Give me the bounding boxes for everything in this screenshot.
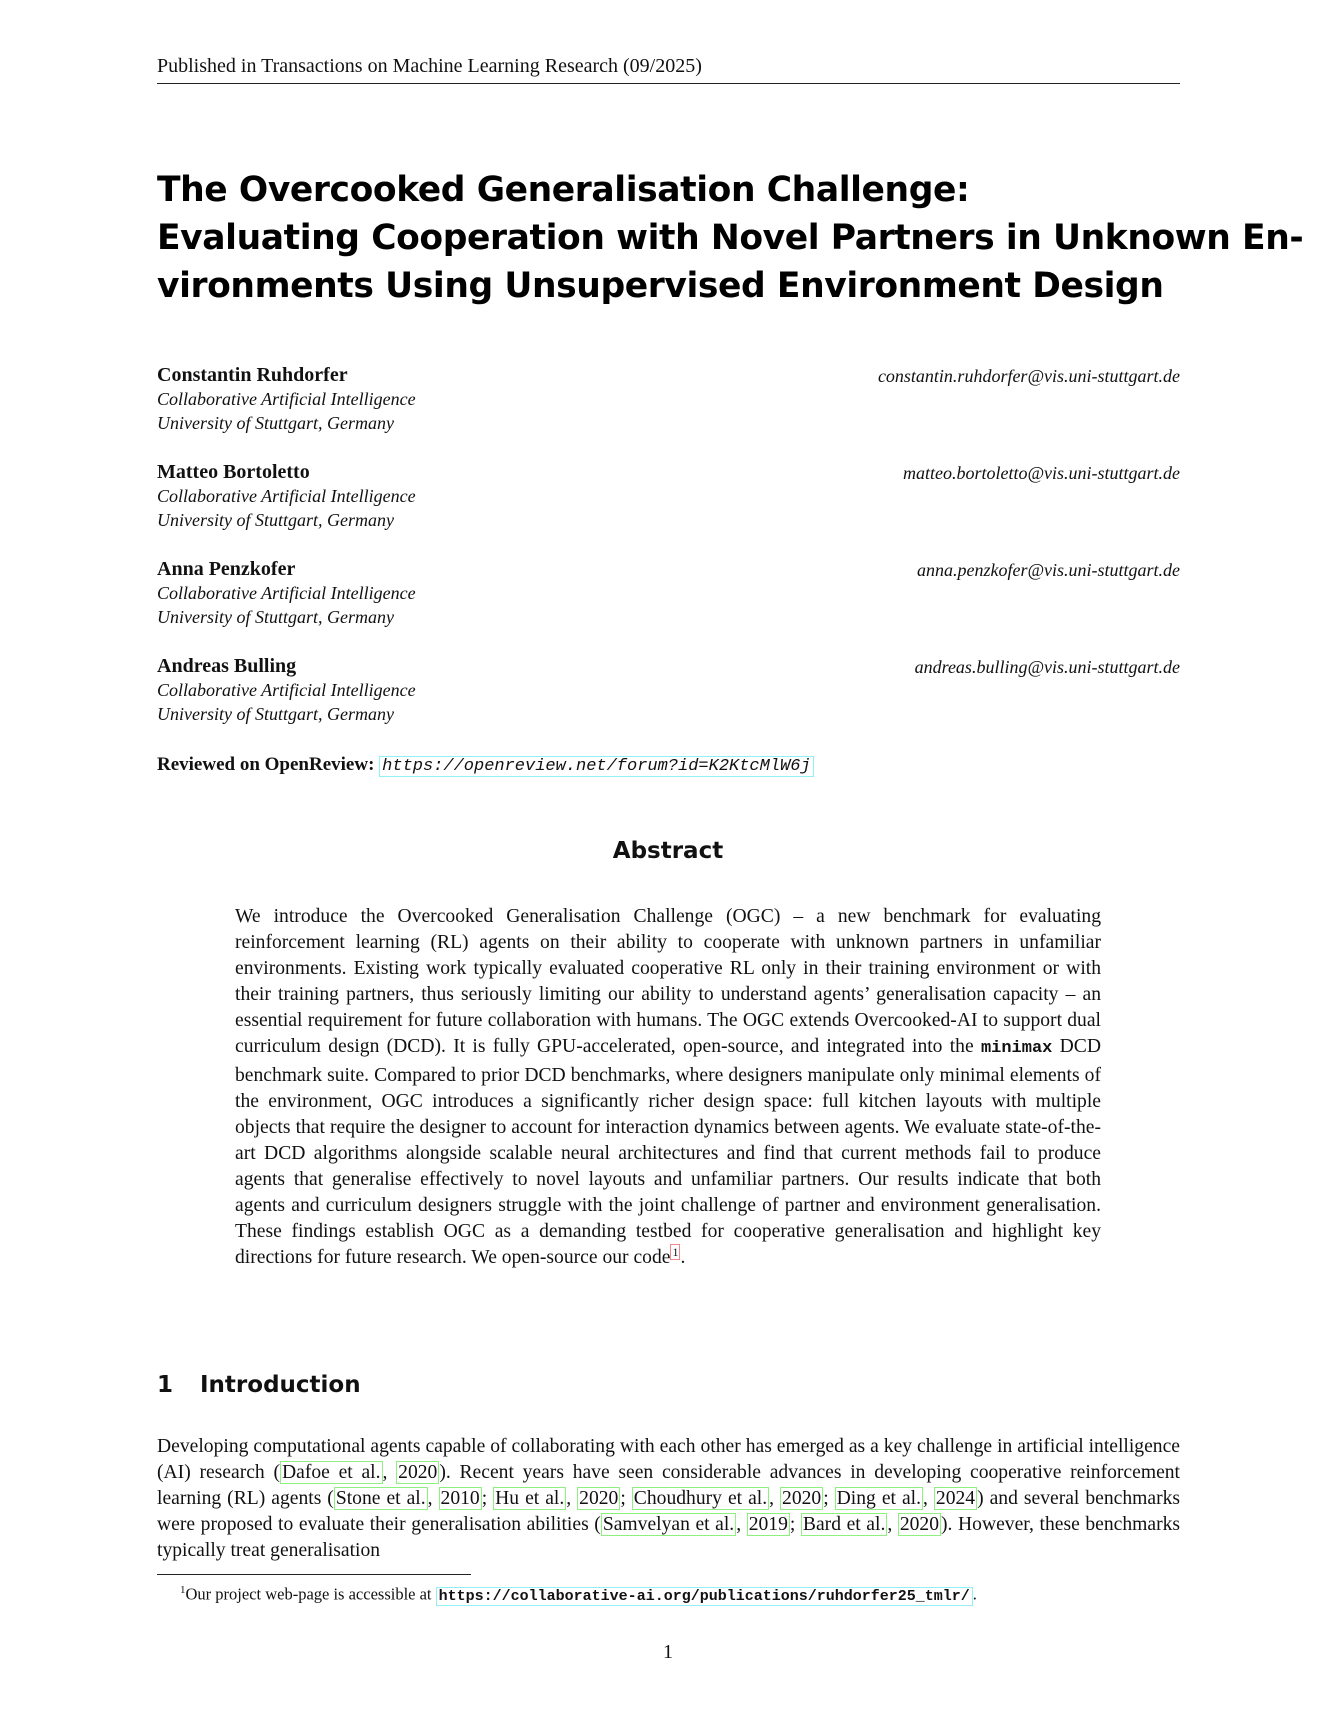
citation-link[interactable]: Samvelyan et al. [602,1514,735,1536]
citation-link[interactable]: Bard et al. [802,1514,886,1536]
author-email[interactable]: andreas.bulling@vis.uni-stuttgart.de [914,657,1180,677]
author-name: Anna Penzkofer [157,558,296,580]
openreview-link[interactable]: https://openreview.net/forum?id=K2KtcMlW6j [379,756,813,777]
author-block [157,460,1180,557]
title-line: The Overcooked Generalisation Challenge: [157,170,970,210]
running-head: Published in Transactions on Machine Learning Research (09/2025) [157,54,1180,84]
author-email[interactable]: constantin.ruhdorfer@vis.uni-stuttgart.de [877,366,1180,386]
abstract-text: DCD benchmark suite. Compared to prior DCD benchmarks, where designers manipulate only minimal elements of the environment, OGC introduces a significantly richer design space: full kitchen layouts with multiple objects that require the designer to account for interaction dynamics between agents. We evaluate state-of-the-art DCD algorithms alongside scalable neural architectures and find that current methods fail to produce agents that generalise effectively to novel layouts and unfamiliar partners. Our results indicate that both agents and curriculum designers struggle with the joint challenge of partner and environment generalisation. These findings establish OGC as a demanding testbed for cooperative generalisation and highlight key directions for future research. We open-source our code [235,1036,1102,1269]
author-email[interactable]: anna.penzkofer@vis.uni-stuttgart.de [916,560,1180,580]
author-name: Constantin Ruhdorfer [157,364,348,386]
footnote-text: Our project web-page is accessible at [185,1584,432,1604]
citation-link[interactable]: Dafoe et al. [281,1462,381,1484]
code-term: minimax [980,1039,1053,1059]
citation-year-link[interactable]: 2024 [935,1488,976,1510]
author-affiliation: Collaborative Artificial Intelligence [157,486,416,506]
citation-link[interactable]: Stone et al. [335,1488,426,1510]
citation-year-link[interactable]: 2019 [748,1514,788,1536]
author-block [157,363,1180,460]
abstract-body [235,904,1101,1271]
section-heading [157,1372,361,1398]
author-institution: University of Stuttgart, Germany [157,607,394,627]
footnote-end: . [972,1584,977,1604]
citation-link[interactable]: Hu et al. [495,1488,565,1510]
section-title: Introduction [200,1372,361,1398]
author-email[interactable]: matteo.bortoletto@vis.uni-stuttgart.de [902,463,1180,483]
author-name: Andreas Bulling [157,655,297,677]
author-institution: University of Stuttgart, Germany [157,413,394,433]
citation-year-link[interactable]: 2020 [899,1514,940,1536]
footnote [180,1579,977,1608]
author-institution: University of Stuttgart, Germany [157,704,394,724]
author-affiliation: Collaborative Artificial Intelligence [157,680,416,700]
paper-title [157,166,1304,310]
author-affiliation: Collaborative Artificial Intelligence [157,389,416,409]
intro-text: ) and several benchmarks were proposed to evaluate their generalisation abilities ( [157,1488,1181,1536]
section-number: 1 [157,1372,174,1398]
title-line: vironments Using Unsupervised Environment Design [157,266,1164,306]
intro-text: ). However, these benchmarks typically treat generalisation [157,1514,1181,1562]
footnote-divider [157,1574,471,1575]
citation-link[interactable]: Choudhury et al. [633,1488,768,1510]
author-block [157,654,1180,751]
footnote-ref-link[interactable]: 1 [672,1244,679,1259]
project-page-link[interactable]: https://collaborative-ai.org/publications/ruhdorfer25_tmlr/ [436,1587,973,1606]
intro-paragraph: Developing computational agents capable of collaborating with each other has emerged as a key challenge in artificial intelligence (AI) research ( Dafoe et al. , 2020 ). Recent years have seen considerable advances in developing cooperative reinforcement learning (RL) agents ( Stone et al. , 2010 ; Hu et al. , 2020 ; Choudhury et al. , 2020 ; Ding et al. , 2024 ) and several benchmarks were proposed to evaluate their generalisation abilities ( Samvelyan et al. , 2019 ; Bard et al. , 2020 ). However, these benchmarks typically treat generalisation [157,1436,1181,1562]
intro-text: Developing computational agents capable of collaborating with each other has emerged as a key challenge in artificial intelligence (AI) research ( [157,1436,1180,1484]
intro-text: ). Recent years have seen considerable advances in developing cooperative reinforcement learning (RL) agents ( [157,1462,1181,1510]
abstract-end: . [680,1247,686,1269]
abstract-text: We introduce the Overcooked Generalisation Challenge (OGC) – a new benchmark for evaluating reinforcement learning (RL) agents on their ability to cooperate with unknown partners in unfamiliar environments. Existing work typically evaluated cooperative RL only in their training environment or with their training partners, thus seriously limiting our ability to understand agents’ generalisation capacity – an essential requirement for future collaboration with humans. The OGC extends Overcooked-AI to support dual curriculum design (DCD). It is fully GPU-accelerated, open-source, and integrated into the [235,906,1101,1058]
citation-year-link[interactable]: 2020 [782,1488,822,1510]
citation-year-link[interactable]: 2020 [398,1462,438,1484]
openreview-line [157,752,814,780]
title-line: Evaluating Cooperation with Novel Partners in Unknown En- [157,218,1304,258]
author-name: Matteo Bortoletto [157,461,310,483]
openreview-label: Reviewed on OpenReview: [157,754,375,775]
citation-link[interactable]: Ding et al. [836,1488,921,1510]
author-list [157,363,1180,751]
citation-year-link[interactable]: 2020 [579,1488,619,1510]
author-institution: University of Stuttgart, Germany [157,510,394,530]
footnote-mark: 1 [180,1584,186,1596]
page-number: 1 [663,1641,673,1663]
author-affiliation: Collaborative Artificial Intelligence [157,583,416,603]
abstract-heading: Abstract [612,838,724,864]
citation-year-link[interactable]: 2010 [440,1488,480,1510]
author-block [157,557,1180,654]
